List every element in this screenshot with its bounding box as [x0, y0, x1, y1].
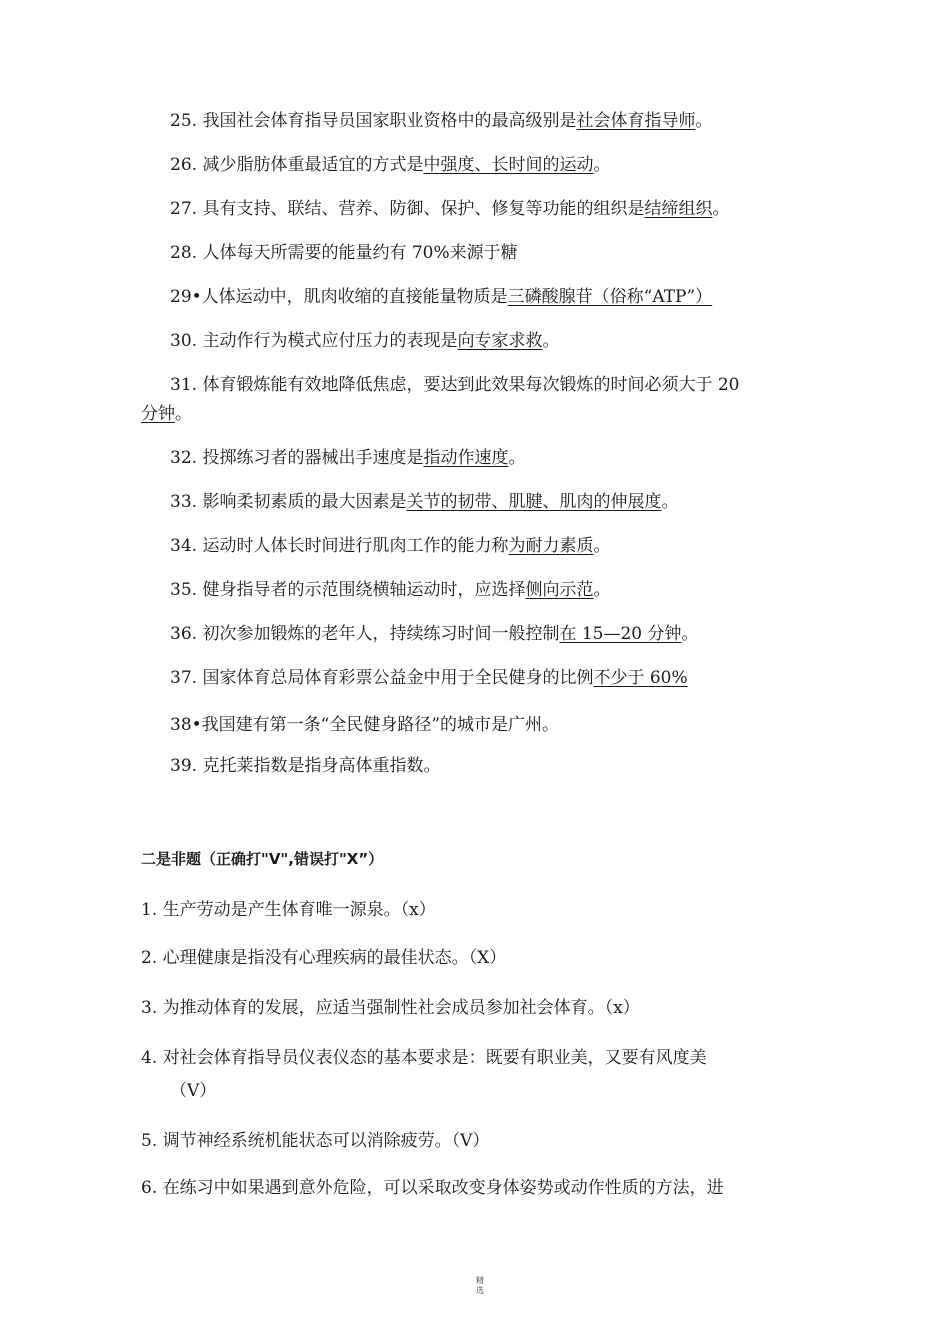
tf-item-6: 6. 在练习中如果遇到意外危险，可以采取改变身体姿势或动作性质的方法，进 — [141, 1178, 724, 1198]
item-39 — [170, 755, 440, 777]
item-31-cont — [141, 403, 192, 425]
item-text: 25. 我国社会体育指导员国家职业资格中的最高级别是 — [170, 111, 577, 131]
item-text: 33. 影响柔韧素质的最大因素是 — [170, 492, 407, 512]
item-text: 31. 体育锻炼能有效地降低焦虑，要达到此效果每次锻炼的时间必须大于 20 — [170, 375, 740, 395]
item-text: 37. 国家体育总局体育彩票公益金中用于全民健身的比例 — [170, 668, 594, 688]
item-30 — [170, 330, 559, 352]
tf-item-3: 3. 为推动体育的发展，应适当强制性社会成员参加社会体育。（x） — [141, 998, 640, 1018]
item-25 — [170, 110, 712, 132]
item-32 — [170, 447, 525, 469]
item-text: 35. 健身指导者的示范围绕横轴运动时，应选择 — [170, 580, 526, 600]
item-text: 26. 减少脂肪体重最适宜的方式是 — [170, 155, 424, 175]
item-text: 36. 初次参加锻炼的老年人，持续练习时间一般控制 — [170, 624, 560, 644]
item-38 — [170, 714, 559, 736]
item-punct: 。 — [593, 155, 611, 175]
item-26 — [170, 154, 610, 176]
item-answer: 为耐力素质 — [508, 536, 594, 556]
item-text: 27. 具有支持、联结、营养、防御、保护、修复等功能的组织是 — [170, 199, 645, 219]
item-answer: 结缔组织 — [644, 199, 713, 219]
item-36 — [170, 623, 699, 645]
item-27 — [170, 198, 729, 220]
item-punct: 。 — [542, 331, 560, 351]
item-text: 30. 主动作行为模式应付压力的表现是 — [170, 331, 458, 351]
item-answer: 在 15—20 分钟 — [559, 624, 682, 644]
footer-line-2: 选 — [476, 1286, 484, 1295]
item-punct: 。 — [712, 199, 730, 219]
item-34 — [170, 535, 610, 557]
item-text: 29•人体运动中，肌肉收缩的直接能量物质是 — [170, 287, 508, 307]
tf-item-2: 2. 心理健康是指没有心理疾病的最佳状态。（X） — [141, 948, 507, 968]
item-punct: 。 — [508, 448, 526, 468]
item-punct: 。 — [661, 492, 679, 512]
section-heading: 二是非题（正确打"V",错误打"X”） — [141, 850, 384, 868]
item-35 — [170, 579, 610, 601]
item-punct: 。 — [681, 624, 699, 644]
item-answer: 侧向示范 — [525, 580, 594, 600]
item-text: 32. 投掷练习者的器械出手速度是 — [170, 448, 424, 468]
item-28 — [170, 242, 518, 264]
tf-item-5: 5. 调节神经系统机能状态可以消除疲劳。（V） — [141, 1131, 490, 1151]
item-answer: 三磷酸腺苷（俗称“ATP”） — [507, 287, 713, 307]
page-footer — [472, 1276, 488, 1296]
item-text: 39. 克托莱指数是指身高体重指数。 — [170, 756, 441, 776]
item-answer: 向专家求救 — [457, 331, 543, 351]
item-answer: 中强度、长时间的运动 — [423, 155, 594, 175]
item-answer: 社会体育指导师 — [576, 111, 696, 131]
item-37 — [170, 667, 688, 689]
item-punct: 。 — [593, 536, 611, 556]
item-answer: 分钟 — [141, 404, 175, 424]
item-31 — [170, 374, 739, 396]
item-text: 34. 运动时人体长时间进行肌肉工作的能力称 — [170, 536, 509, 556]
item-33 — [170, 491, 678, 513]
tf-item-4: 4. 对社会体育指导员仪表仪态的基本要求是：既要有职业美，又要有风度美 — [141, 1048, 707, 1068]
item-answer: 关节的韧带、肌腱、肌肉的伸展度 — [406, 492, 662, 512]
item-text: 28. 人体每天所需要的能量约有 70%来源于糖 — [170, 243, 518, 263]
item-answer: 指动作速度 — [423, 448, 509, 468]
tf-item-4-mark: （V） — [170, 1081, 217, 1101]
tf-item-1: 1. 生产劳动是产生体育唯一源泉。（x） — [141, 900, 436, 920]
footer-line-1: 精 — [476, 1276, 484, 1285]
item-punct: 。 — [695, 111, 713, 131]
item-punct: 。 — [593, 580, 611, 600]
item-text: 38•我国建有第一条“全民健身路径”的城市是广州。 — [170, 715, 560, 735]
item-29 — [170, 286, 712, 308]
item-answer: 不少于 60% — [593, 668, 688, 688]
item-punct: 。 — [175, 404, 192, 424]
